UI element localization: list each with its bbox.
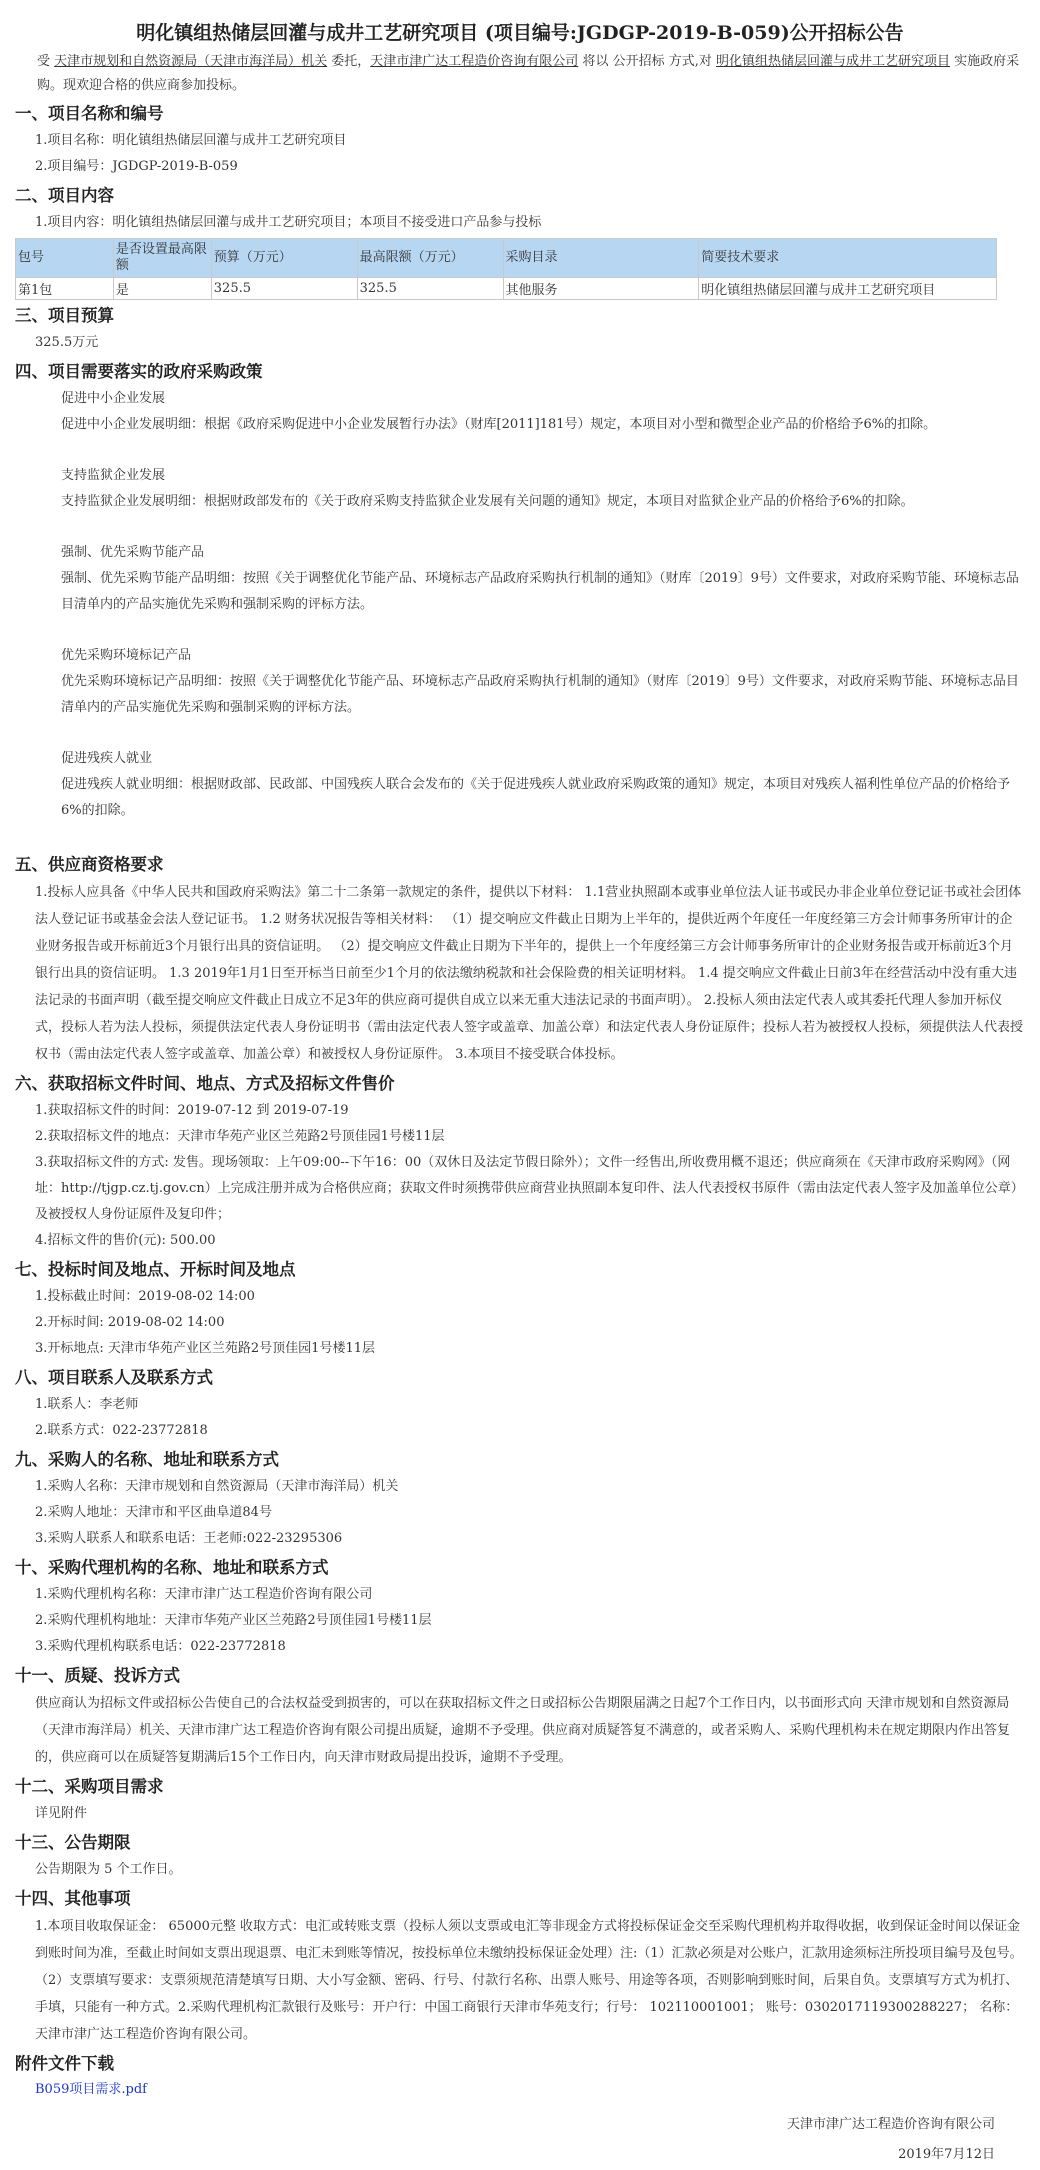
section-item: 2.项目编号：JGDGP-2019-B-059 (35, 159, 238, 174)
section-title: 六、获取招标文件时间、地点、方式及招标文件售价 (15, 1074, 395, 1093)
policy-name: 促进残疾人就业 (61, 751, 153, 766)
complaint-text: 供应商认为招标文件或招标公告使自己的合法权益受到损害的，可以在获取招标文件之日或招标公告期限届满之日起7个工作日内，以书面形式向 天津市规划和自然资源局（天津市海洋局）机关、天津市津广达工程造价咨询有限公司提出质疑，逾期不予受理。供应商对质疑答复不满意的，或者采购人、采购代理机构未在规定期限内作出答复的，供应商可以在质疑答复期满后15个工作日内，向天津市财政局提出投诉，逾期不予受理。 (35, 1696, 1011, 1765)
table-cell: 其他服务 (503, 278, 699, 300)
section-item: 4.招标文件的售价(元): 500.00 (35, 1233, 216, 1248)
table-header: 包号 (16, 239, 114, 278)
section-item: 2.采购代理机构地址：天津市华苑产业区兰苑路2号顶佳园1号楼11层 (35, 1613, 432, 1628)
section-item: 2.获取招标文件的地点：天津市华苑产业区兰苑路2号顶佳园1号楼11层 (35, 1129, 445, 1144)
intro-text: 受 (37, 54, 55, 69)
section-title: 五、供应商资格要求 (15, 855, 164, 874)
signature-date: 2019年7月12日 (898, 2147, 995, 2162)
section-item: 3.采购代理机构联系电话：022-23772818 (35, 1639, 286, 1654)
buyer-name: 天津市规划和自然资源局（天津市海洋局）机关 (54, 54, 328, 69)
section-title: 附件文件下载 (15, 2054, 114, 2073)
table-header: 采购目录 (503, 239, 699, 278)
section-title: 九、采购人的名称、地址和联系方式 (15, 1450, 279, 1469)
period-text: 公告期限为 5 个工作日。 (35, 1862, 182, 1877)
policy-name: 促进中小企业发展 (61, 391, 166, 406)
section-title: 四、项目需要落实的政府采购政策 (15, 362, 263, 381)
policy-detail: 促进中小企业发展明细：根据《政府采购促进中小企业发展暂行办法》（财库[2011]181号）规定，本项目对小型和微型企业产品的价格给予6%的扣除。 (61, 417, 937, 432)
section-item: 3.采购人联系人和联系电话：王老师:022-23295306 (35, 1531, 343, 1546)
table-cell: 325.5 (357, 278, 503, 300)
section-item: 1.采购人名称：天津市规划和自然资源局（天津市海洋局）机关 (35, 1479, 399, 1494)
section-item: 2.采购人地址：天津市和平区曲阜道84号 (35, 1505, 272, 1520)
policy-name: 支持监狱企业发展 (61, 468, 166, 483)
section-item: 1.获取招标文件的时间：2019-07-12 到 2019-07-19 (35, 1103, 349, 1118)
intro-paragraph (15, 50, 1025, 98)
table-cell: 是 (113, 278, 211, 300)
attachment-link[interactable]: B059项目需求.pdf (35, 2082, 147, 2097)
section-title: 八、项目联系人及联系方式 (15, 1368, 213, 1387)
budget-text: 325.5万元 (35, 335, 99, 350)
table-header: 是否设置最高限额 (113, 239, 211, 278)
signature-org: 天津市津广达工程造价咨询有限公司 (786, 2117, 995, 2132)
project-name: 明化镇组热储层回灌与成井工艺研究项目 (715, 54, 950, 69)
intro-text: 委托， (327, 54, 371, 69)
policy-name: 强制、优先采购节能产品 (61, 545, 205, 560)
section-title: 三、项目预算 (15, 306, 114, 325)
section-item: 1.投标截止时间：2019-08-02 14:00 (35, 1289, 255, 1304)
table-header: 预算（万元） (211, 239, 357, 278)
table-row (16, 278, 997, 300)
policy-detail: 强制、优先采购节能产品明细：按照《关于调整优化节能产品、环境标志产品政府采购执行机制的通知》（财库〔2019〕9号）文件要求，对政府采购节能、环境标志品目清单内的产品实施优先采购和强制采购的评标方法。 (61, 571, 1019, 612)
table-cell: 325.5 (211, 278, 357, 300)
signature-block (15, 2110, 1025, 2170)
section-title: 十三、公告期限 (15, 1833, 131, 1852)
intro-text: 将以 公开招标 方式,对 (578, 54, 716, 69)
table-cell: 第1包 (16, 278, 114, 300)
section-item: 3.获取招标文件的方式: 发售。现场领取：上午09:00--下午16：00（双休日及法定节假日除外）；文件一经售出,所收费用概不退还；供应商须在《天津市政府采购网》（网址：http://tjgp.cz.tj.gov.cn）上完成注册并成为合格供应商；获取文件时须携带供应商营业执照副本复印件、法人代表授权书原件（需由法定代表人签字及加盖单位公章）及被授权人身份证原件及复印件； (35, 1155, 1024, 1222)
qualification-text: 1.投标人应具备《中华人民共和国政府采购法》第二十二条第一款规定的条件，提供以下材料： 1.1营业执照副本或事业单位法人证书或民办非企业单位登记证书或社会团体法人登记证书或基金会法人登记证书。 1.2 财务状况报告等相关材料： （1）提交响应文件截止日期为上半年的，提供近两个年度任一年度经第三方会计师事务所审计的企业财务报告或开标前近3个月银行出具的资信证明。 （2）提交响应文件截止日期为下半年的，提供上一个年度经第三方会计师事务所审计的企业财务报告或开标前近3个月银行出具的资信证明。 1.3 2019年1月1日至开标当日前至少1个月的依法缴纳税款和社会保险费的相关证明材料。 1.4 提交响应文件截止日前3年在经营活动中没有重大违法记录的书面声明（截至提交响应文件截止日成立不足3年的供应商可提供自成立以来无重大违法记录的书面声明）。 2.投标人须由法定代表人或其委托代理人参加开标仪式，投标人若为法人投标，须提供法定代表人身份证明书（需由法定代表人签字或盖章、加盖公章）和法定代表人身份证原件；投标人若为被授权人投标，须提供法人代表授权书（需由法定代表人签字或盖章、加盖公章）和被授权人身份证原件。 3.本项目不接受联合体投标。 (35, 885, 1024, 1062)
table-header: 最高限额（万元） (357, 239, 503, 278)
policy-detail: 支持监狱企业发展明细：根据财政部发布的《关于政府采购支持监狱企业发展有关问题的通知》规定，本项目对监狱企业产品的价格给予6%的扣除。 (61, 494, 914, 509)
section-title: 十四、其他事项 (15, 1889, 131, 1908)
section-title: 十一、质疑、投诉方式 (15, 1666, 180, 1685)
policy-detail: 促进残疾人就业明细：根据财政部、民政部、中国残疾人联合会发布的《关于促进残疾人就业政府采购政策的通知》规定，本项目对残疾人福利性单位产品的价格给予6%的扣除。 (61, 777, 1011, 818)
intro-text: 实施政府采购。现欢迎合格的供应商参加投标。 (37, 54, 1020, 93)
section-item: 2.联系方式：022-23772818 (35, 1423, 208, 1438)
policy-name: 优先采购环境标记产品 (61, 648, 192, 663)
table-header-row (16, 239, 997, 278)
agent-name: 天津市津广达工程造价咨询有限公司 (370, 54, 579, 69)
table-cell: 明化镇组热储层回灌与成井工艺研究项目 (699, 278, 997, 300)
table-header: 简要技术要求 (699, 239, 997, 278)
section-title: 七、投标时间及地点、开标时间及地点 (15, 1260, 296, 1279)
page-title: 明化镇组热储层回灌与成井工艺研究项目 (项目编号:JGDGP-2019-B-059)公开招标公告 (136, 22, 904, 44)
section-item: 1.项目内容：明化镇组热储层回灌与成井工艺研究项目；本项目不接受进口产品参与投标 (35, 215, 542, 230)
section-title: 一、项目名称和编号 (15, 104, 164, 123)
section-item: 2.开标时间: 2019-08-02 14:00 (35, 1315, 225, 1330)
other-matters-text: 1.本项目收取保证金： 65000元整 收取方式：电汇或转账支票（投标人须以支票或电汇等非现金方式将投标保证金交至采购代理机构并取得收据，收到保证金时间以保证金到账时间为准，至截止时间如支票出现退票、电汇未到账等情况，按投标单位未缴纳投标保证金处理）注:（1）汇款必须是对公账户，汇款用途须标注所投项目编号及包号。（2）支票填写要求：支票须规范清楚填写日期、大小写金额、密码、行号、付款行名称、出票人账号、用途等各项，否则影响到账时间，后果自负。支票填写方式为机打、手填，只能有一种方式。2.采购代理机构汇款银行及账号：开户行：中国工商银行天津市华苑支行；行号： 102110001001； 账号：0302017119300288227； 名称： 天津市津广达工程造价咨询有限公司。 (35, 1919, 1023, 2042)
announcement-page (15, 0, 1025, 2170)
section-item: 1.采购代理机构名称：天津市津广达工程造价咨询有限公司 (35, 1587, 373, 1602)
section-title: 十、采购代理机构的名称、地址和联系方式 (15, 1558, 329, 1577)
section-title: 十二、采购项目需求 (15, 1777, 164, 1796)
package-table (15, 238, 997, 300)
section-title: 二、项目内容 (15, 186, 114, 205)
section-item: 3.开标地点: 天津市华苑产业区兰苑路2号顶佳园1号楼11层 (35, 1341, 375, 1356)
section-item: 1.项目名称：明化镇组热储层回灌与成井工艺研究项目 (35, 133, 347, 148)
requirement-text: 详见附件 (35, 1806, 88, 1821)
policy-detail: 优先采购环境标记产品明细：按照《关于调整优化节能产品、环境标志产品政府采购执行机制的通知》（财库〔2019〕9号）文件要求，对政府采购节能、环境标志品目清单内的产品实施优先采购和强制采购的评标方法。 (61, 674, 1019, 715)
section-item: 1.联系人：李老师 (35, 1397, 139, 1412)
